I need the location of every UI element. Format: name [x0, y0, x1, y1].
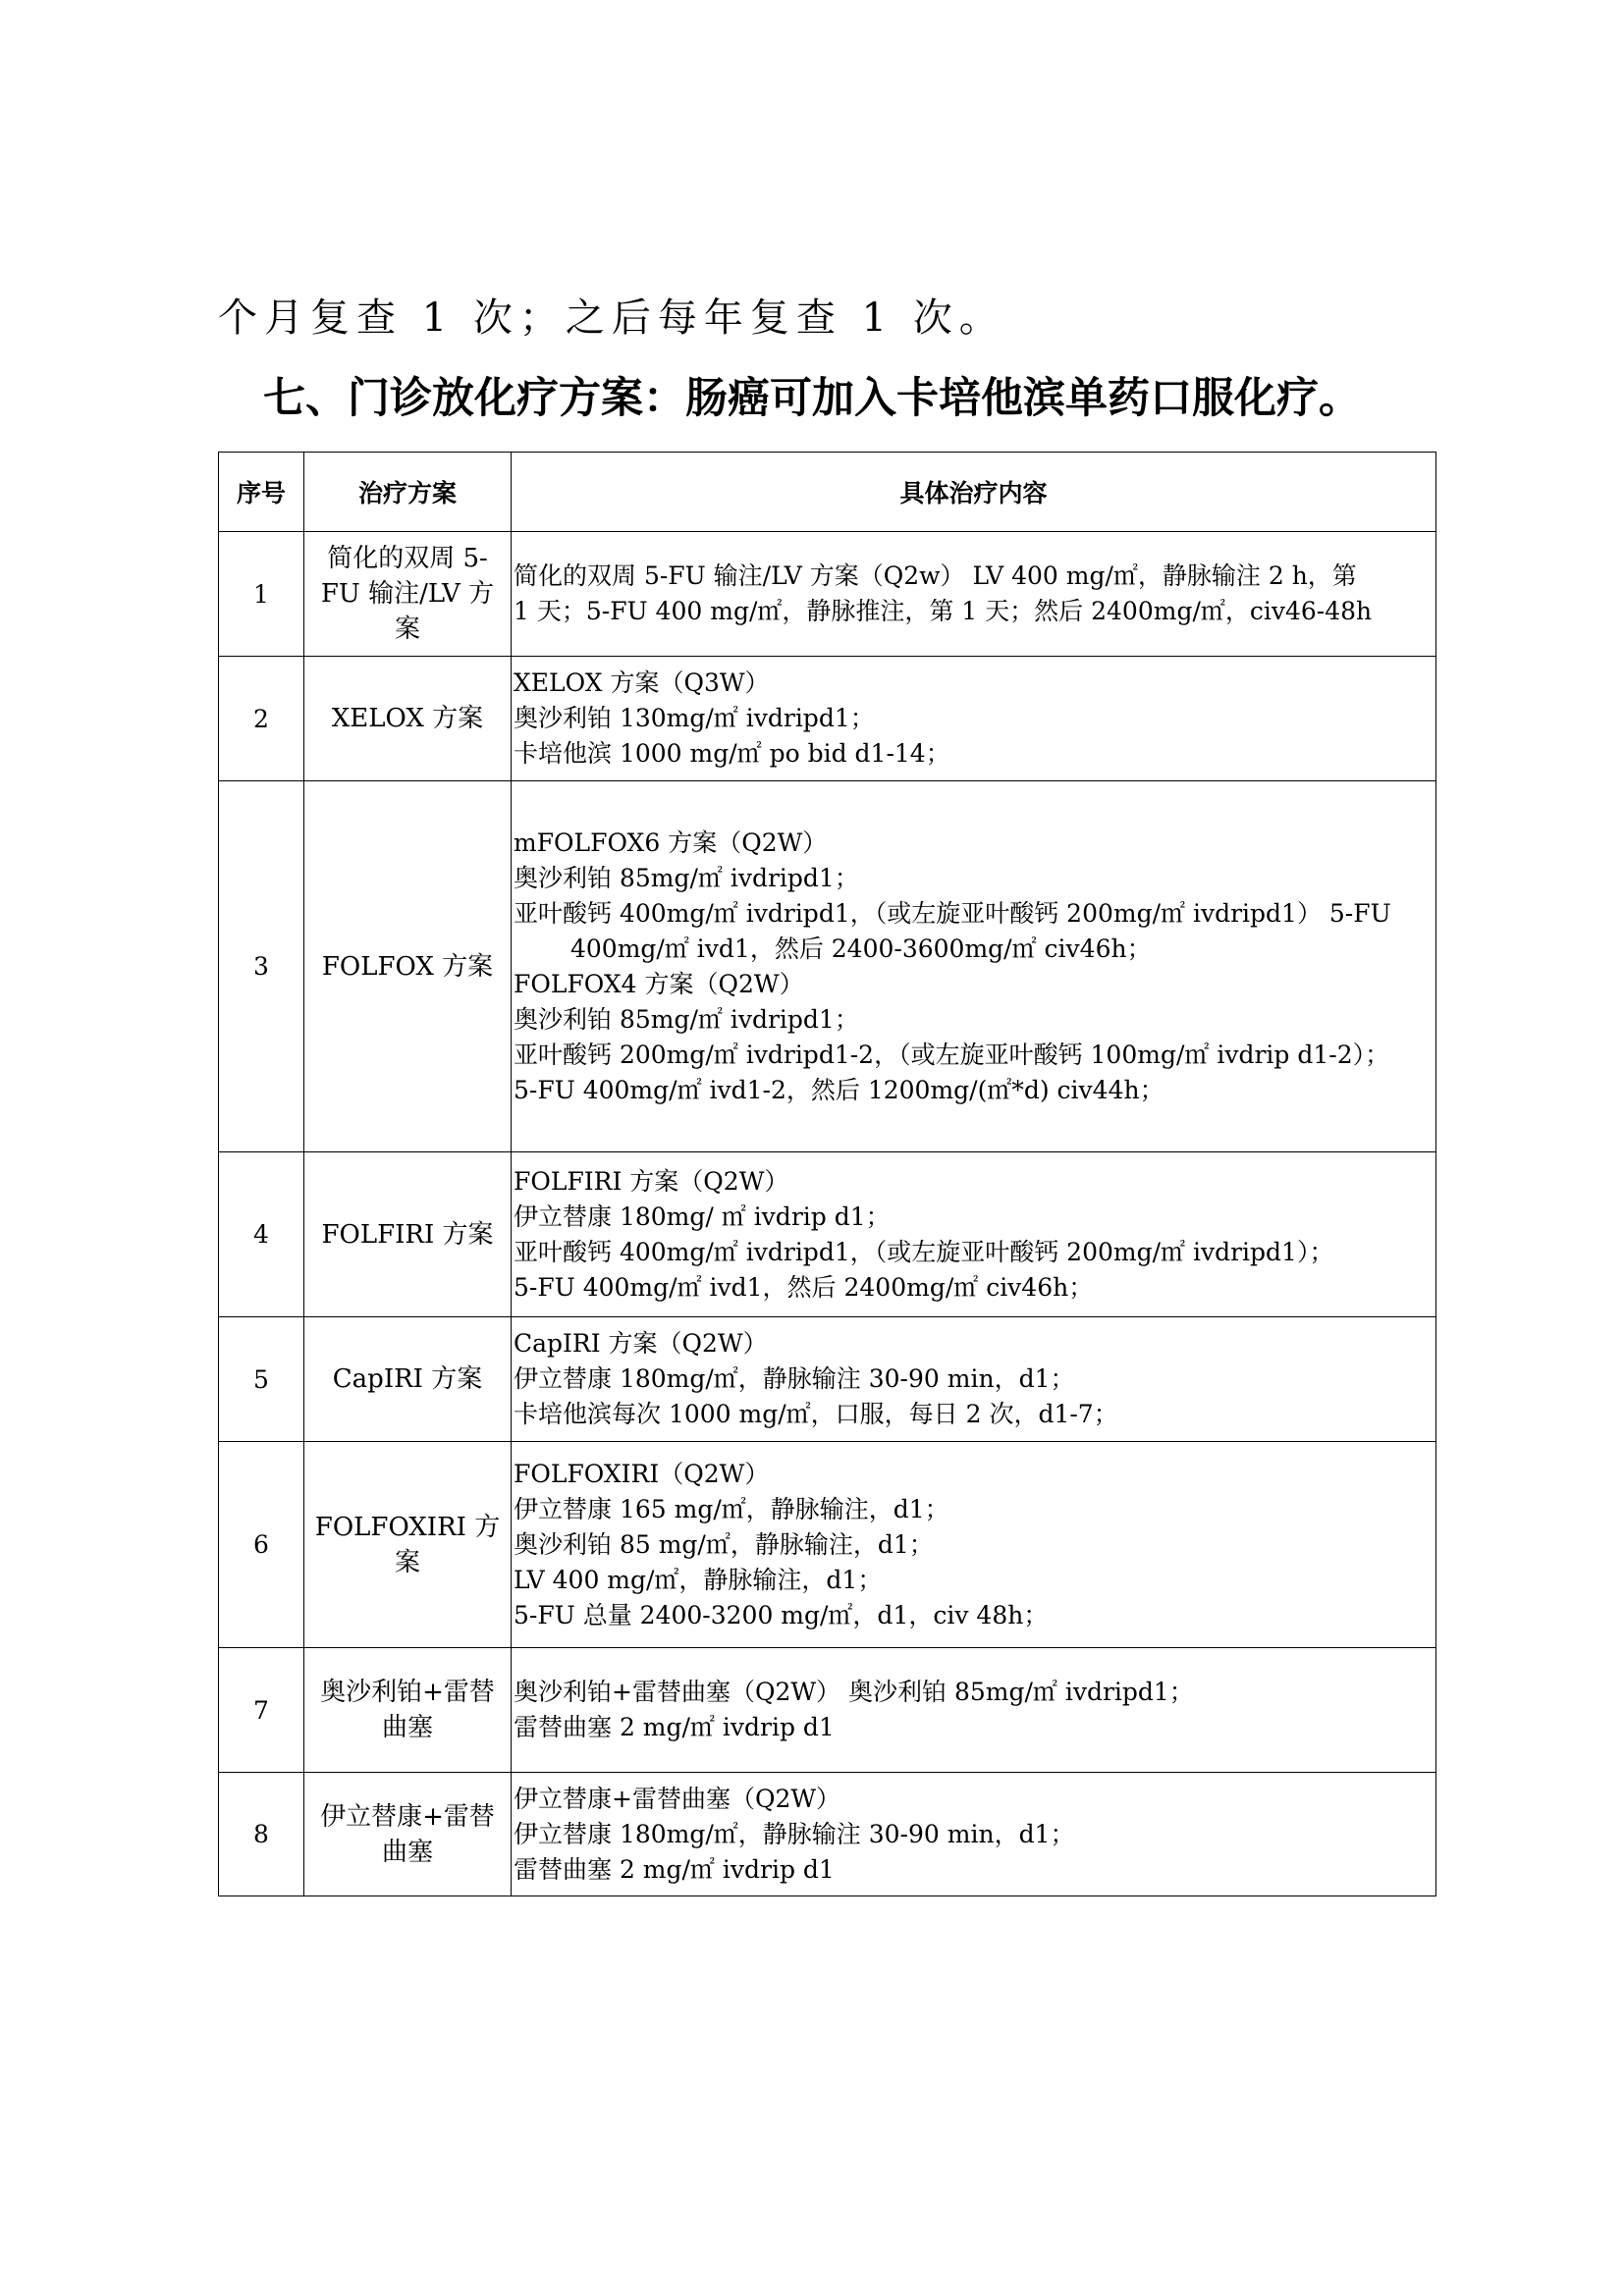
content-line: LV 400 mg/㎡，静脉输注，d1；	[514, 1565, 883, 1594]
row-index: 3	[219, 781, 304, 1152]
row-index: 1	[219, 532, 304, 657]
content-line: 奥沙利铂+雷替曲塞（Q2W） 奥沙利铂 85mg/㎡ ivdripd1；	[514, 1678, 1194, 1706]
row-index: 6	[219, 1442, 304, 1648]
content-line: 亚叶酸钙 200mg/㎡ ivdripd1-2，（或左旋亚叶酸钙 100mg/㎡ ivdrip d1-2）；	[514, 1040, 1390, 1069]
table-row	[219, 532, 1436, 657]
row-content	[512, 532, 1436, 657]
header-content: 具体治疗内容	[512, 453, 1436, 532]
content-line: 奥沙利铂 130mg/㎡ ivdripd1；	[514, 704, 875, 732]
regimen-table	[218, 452, 1436, 1896]
content-line: 奥沙利铂 85 mg/㎡，静脉输注，d1；	[514, 1529, 934, 1559]
row-scheme: CapIRI 方案	[304, 1317, 512, 1442]
content-line: 1 天；5-FU 400 mg/㎡，静脉推注，第 1 天；然后 2400mg/㎡，civ46-48h	[514, 597, 1373, 625]
header-scheme: 治疗方案	[304, 453, 512, 532]
row-scheme: FOLFIRI 方案	[304, 1152, 512, 1317]
content-line: 5-FU 400mg/㎡ ivd1，然后 2400mg/㎡ civ46h；	[514, 1272, 1094, 1302]
content-line: 伊立替康 180mg/ ㎡ ivdrip d1；	[514, 1201, 891, 1231]
content-line: 400mg/㎡ ivd1，然后 2400-3600mg/㎡ civ46h；	[570, 934, 1152, 963]
header-index: 序号	[219, 453, 304, 532]
table-row	[219, 781, 1436, 1152]
row-scheme: 奥沙利铂+雷替曲塞	[304, 1648, 512, 1773]
row-content	[512, 657, 1436, 781]
table-row	[219, 1648, 1436, 1773]
row-index: 5	[219, 1317, 304, 1442]
content-line: 伊立替康+雷替曲塞（Q2W）	[514, 1784, 841, 1813]
row-scheme: FOLFOX 方案	[304, 781, 512, 1152]
table-row	[219, 1152, 1436, 1317]
content-line: 雷替曲塞 2 mg/㎡ ivdrip d1	[514, 1713, 835, 1741]
row-content	[512, 1773, 1436, 1896]
content-line: 亚叶酸钙 400mg/㎡ ivdripd1，（或左旋亚叶酸钙 200mg/㎡ ivdripd1）；	[514, 1237, 1334, 1266]
content-line: XELOX 方案（Q3W）	[514, 668, 770, 697]
content-line: mFOLFOX6 方案（Q2W）	[514, 828, 828, 857]
content-line: FOLFOX4 方案（Q2W）	[514, 969, 804, 998]
content-line: 伊立替康 180mg/㎡，静脉输注 30-90 min，d1；	[514, 1819, 1075, 1848]
row-index: 7	[219, 1648, 304, 1773]
content-line: 5-FU 总量 2400-3200 mg/㎡，d1，civ 48h；	[514, 1600, 1049, 1629]
table-row	[219, 1773, 1436, 1896]
content-line: 雷替曲塞 2 mg/㎡ ivdrip d1	[514, 1854, 835, 1884]
row-content	[512, 1648, 1436, 1773]
row-content	[512, 1152, 1436, 1317]
content-line: CapIRI 方案（Q2W）	[514, 1329, 768, 1358]
continuation-text: 个月复查 1 次；之后每年复查 1 次。	[218, 295, 1005, 341]
row-scheme: FOLFOXIRI 方案	[304, 1442, 512, 1648]
row-scheme: 简化的双周 5-FU 输注/LV 方案	[304, 532, 512, 657]
row-index: 2	[219, 657, 304, 781]
content-line: 简化的双周 5-FU 输注/LV 方案（Q2w） LV 400 mg/㎡，静脉输注 2 h，第	[514, 561, 1357, 590]
table-row	[219, 1442, 1436, 1648]
content-line: FOLFOXIRI（Q2W）	[514, 1459, 770, 1488]
row-content	[512, 1442, 1436, 1648]
content-line: 5-FU 400mg/㎡ ivd1-2，然后 1200mg/(㎡*d) civ44h；	[514, 1075, 1164, 1104]
row-index: 8	[219, 1773, 304, 1896]
row-content	[512, 781, 1436, 1152]
table-header-row	[219, 453, 1436, 532]
content-line: 伊立替康 180mg/㎡，静脉输注 30-90 min，d1；	[514, 1364, 1075, 1393]
content-line: 奥沙利铂 85mg/㎡ ivdripd1；	[514, 1004, 859, 1034]
row-index: 4	[219, 1152, 304, 1317]
content-line: 卡培他滨 1000 mg/㎡ po bid d1-14；	[514, 739, 950, 768]
content-line: 伊立替康 165 mg/㎡，静脉输注，d1；	[514, 1494, 949, 1523]
row-scheme: XELOX 方案	[304, 657, 512, 781]
content-line: 奥沙利铂 85mg/㎡ ivdripd1；	[514, 863, 859, 892]
row-content	[512, 1317, 1436, 1442]
row-scheme: 伊立替康+雷替曲塞	[304, 1773, 512, 1896]
table-row	[219, 1317, 1436, 1442]
section-heading: 七、门诊放化疗方案：肠癌可加入卡培他滨单药口服化疗。	[263, 374, 1361, 423]
content-line: 亚叶酸钙 400mg/㎡ ivdripd1，（或左旋亚叶酸钙 200mg/㎡ ivdripd1） 5-FU	[514, 898, 1391, 928]
content-line: FOLFIRI 方案（Q2W）	[514, 1166, 789, 1196]
content-line: 卡培他滨每次 1000 mg/㎡，口服，每日 2 次，d1-7；	[514, 1400, 1118, 1428]
table-row	[219, 657, 1436, 781]
